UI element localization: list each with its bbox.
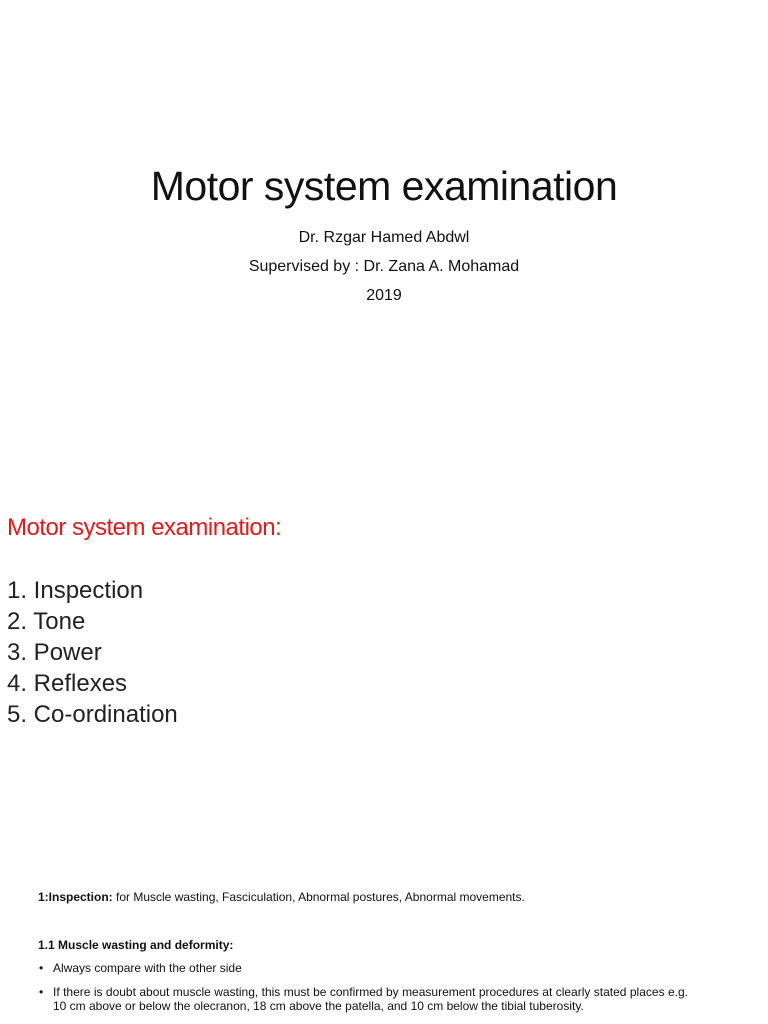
presentation-title: Motor system examination <box>150 163 618 209</box>
bullet-item <box>38 985 688 1013</box>
title-slide <box>0 0 768 440</box>
outline-list <box>7 575 178 730</box>
outline-item: 5. Co-ordination <box>7 701 178 728</box>
presentation-year: 2019 <box>366 287 402 304</box>
author-name: Dr. Rzgar Hamed Abdwl <box>298 229 470 246</box>
inspection-intro <box>38 890 525 904</box>
outline-slide <box>0 440 768 840</box>
bullet-icon: • <box>39 985 44 999</box>
outline-item: 3. Power <box>7 639 102 666</box>
outline-item: 2. Tone <box>7 608 86 635</box>
bullet-icon: • <box>39 961 44 975</box>
inspection-slide <box>0 840 768 1024</box>
outline-item: 1. Inspection <box>7 577 144 604</box>
muscle-wasting-heading: 1.1 Muscle wasting and deformity: <box>38 938 234 952</box>
muscle-wasting-bullets <box>38 961 688 1023</box>
bullet-item <box>38 961 688 975</box>
inspection-intro-text: for Muscle wasting, Fasciculation, Abnormal postures, Abnormal movements. <box>112 890 525 904</box>
bullet-text: Always compare with the other side <box>53 961 242 975</box>
supervisor-line: Supervised by : Dr. Zana A. Mohamad <box>248 258 520 275</box>
bullet-text: If there is doubt about muscle wasting, this must be confirmed by measurement procedures at clearly stated places e.g. 10 cm above or below the olecranon, 18 cm above the patella, and 10 cm below the tibial tuberosity. <box>53 985 688 1013</box>
inspection-intro-label: 1:Inspection: <box>38 890 113 904</box>
outline-item: 4. Reflexes <box>7 670 128 697</box>
outline-heading: Motor system examination: <box>7 514 282 541</box>
